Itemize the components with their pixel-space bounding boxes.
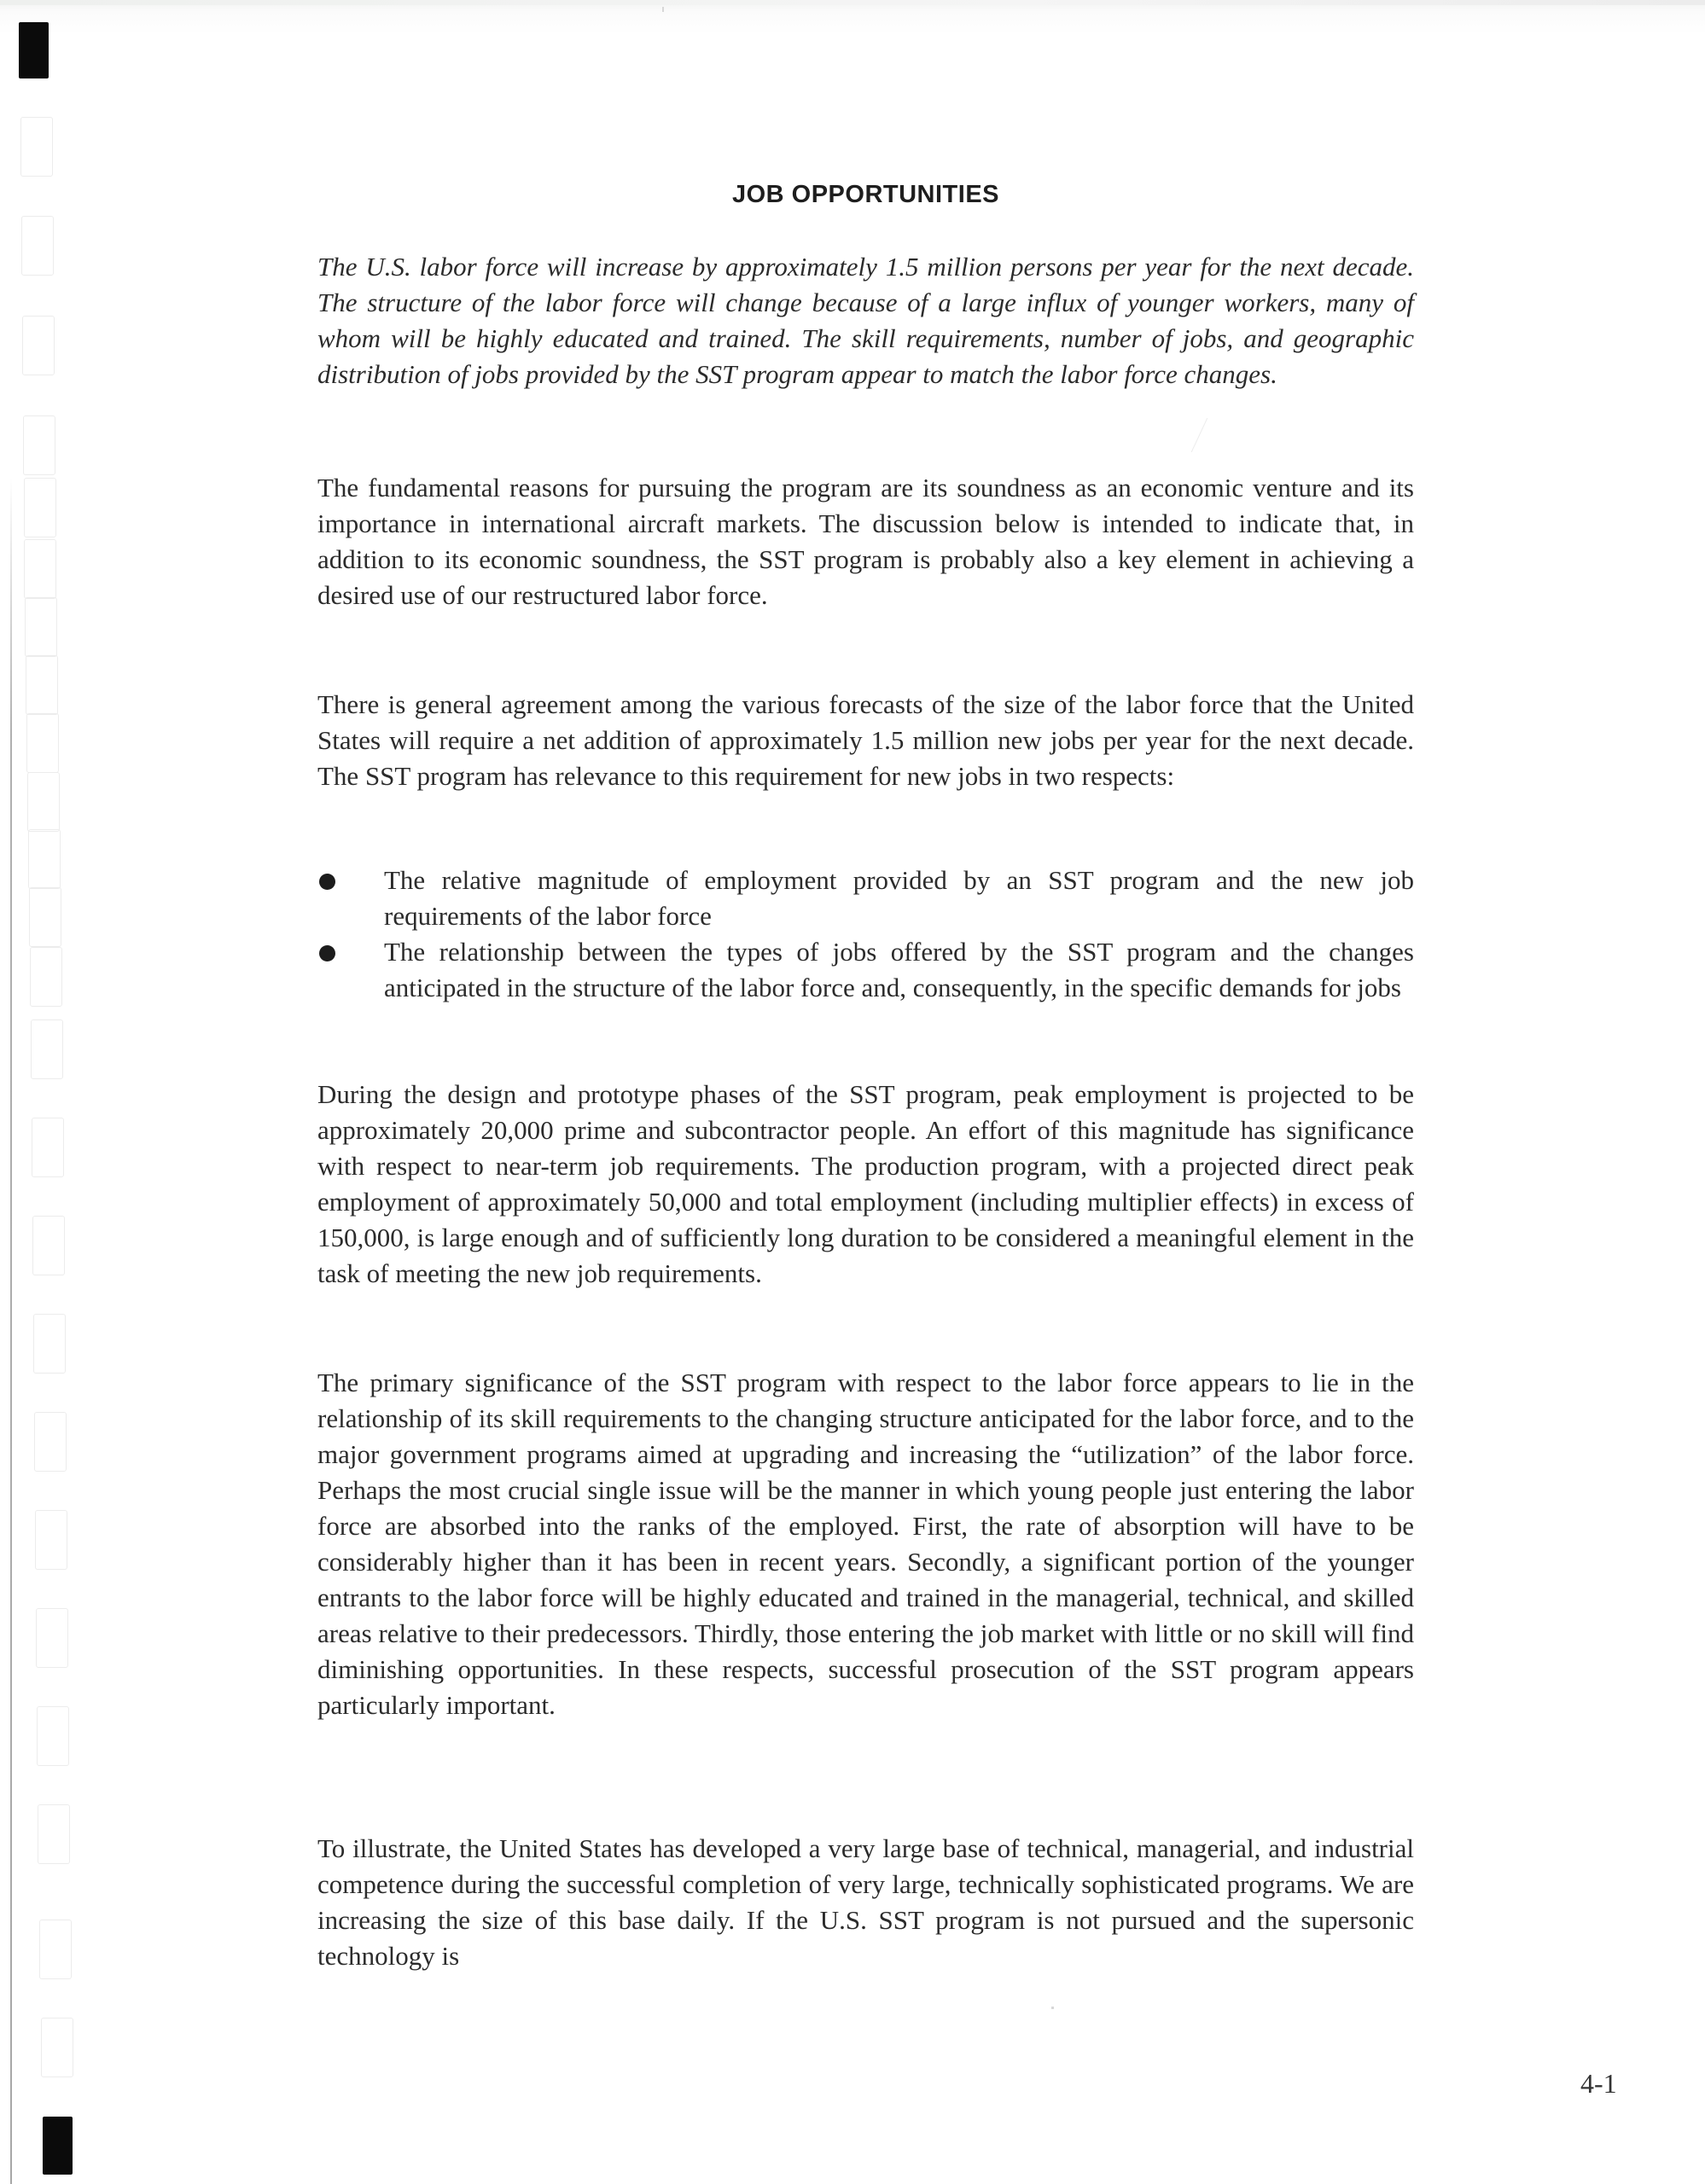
margin-guide-box <box>25 597 57 657</box>
body-paragraph: There is general agreement among the various forecasts of the size of the labor force that the United States will require a net addition of approximately 1.5 million new jobs per year for the next decade. The SST program has relevance to this requirement for new jobs in two respects: <box>317 689 1414 791</box>
margin-guide-box <box>41 2018 73 2077</box>
margin-guide-box <box>24 478 56 537</box>
margin-guide-box <box>29 887 61 947</box>
bullet-text: The relative magnitude of employment provided by an SST program and the new job requirements of the labor force <box>384 865 1414 931</box>
margin-guide-box <box>39 1920 72 1979</box>
margin-guide-box <box>21 216 54 276</box>
margin-guide-box <box>26 713 59 773</box>
margin-guide-box <box>36 1608 68 1668</box>
bullet-text: The relationship between the types of jobs offered by the SST program and the changes anticipated in the structure of the labor force and, consequently, in the specific demands for jobs <box>384 937 1414 1002</box>
margin-guide-box <box>34 1412 67 1472</box>
bullet-list <box>317 863 1414 1006</box>
scan-speck <box>662 7 664 12</box>
body-paragraph: The primary significance of the SST program with respect to the labor force appears to lie in the relationship of its skill requirements to the changing structure anticipated for the labor force, and to the major government programs aimed at upgrading and increasing the “utilization” of the labor force. Perhaps the most crucial single issue will be the manner in which young people just entering the labor force are absorbed into the ranks of the employed. First, the rate of absorption will have to be considerably higher than it has been in recent years. Secondly, a significant portion of the younger entrants to the labor force will be highly educated and trained in the managerial, technical, and skilled areas relative to their predecessors. Thirdly, those entering the job market with little or no skill will find diminishing opportunities. In these respects, successful prosecution of the SST program appears particularly important. <box>317 1368 1414 1720</box>
bullet-list-item <box>317 934 1414 1006</box>
margin-guide-box <box>32 1118 64 1177</box>
margin-guide-box <box>33 1314 66 1374</box>
scan-speck <box>1051 2007 1054 2009</box>
page-number: 4-1 <box>1580 2068 1617 2099</box>
bullet-list-item <box>317 863 1414 934</box>
body-paragraph: To illustrate, the United States has developed a very large base of technical, managerial, and industrial competence during the successful completion of very large, technically sophisticated programs. We are increasing the size of this base daily. If the U.S. SST program is not pursued and the supersonic technology is <box>317 1833 1414 1971</box>
margin-guide-box <box>24 539 56 599</box>
margin-guide-box <box>32 1216 65 1275</box>
bullet-dot-icon <box>319 945 335 961</box>
margin-guide-box <box>20 117 53 177</box>
registration-mark-bottom <box>43 2117 73 2175</box>
margin-guide-box <box>38 1804 70 1864</box>
scan-top-edge <box>0 0 1705 5</box>
margin-guide-box <box>23 415 55 475</box>
bullet-dot-icon <box>319 874 335 890</box>
margin-guide-box <box>27 772 60 832</box>
margin-guide-box <box>30 947 62 1007</box>
summary-paragraph: The U.S. labor force will increase by approximately 1.5 million persons per year for the next decade. The structure of the labor force will change because of a large influx of younger workers, many of whom will be highly educated and trained. The skill requirements, number of jobs, and geographic distribution of jobs provided by the SST program appear to match the labor force changes. <box>317 252 1414 389</box>
registration-mark-top <box>19 22 49 78</box>
page-title: JOB OPPORTUNITIES <box>731 181 1000 208</box>
margin-guide-box <box>28 829 61 889</box>
margin-guide-box <box>31 1019 63 1079</box>
margin-guide-box <box>26 655 58 715</box>
margin-guide-box <box>35 1510 67 1570</box>
scan-left-edge-line <box>10 478 12 2184</box>
margin-guide-box <box>22 316 55 375</box>
body-paragraph: The fundamental reasons for pursuing the program are its soundness as an economic venture and its importance in international aircraft markets. The discussion below is intended to indicate that, in addition to its economic soundness, the SST program is probably also a key element in achieving a desired use of our restructured labor force. <box>317 473 1414 610</box>
body-paragraph: During the design and prototype phases of the SST program, peak employment is projected to be approximately 20,000 prime and subcontractor people. An effort of this magnitude has significance with respect to near-term job requirements. The production program, with a projected direct peak employment of approximately 50,000 and total employment (including multiplier effects) in excess of 150,000, is large enough and of sufficiently long duration to be considered a meaningful element in the task of meeting the new job requirements. <box>317 1079 1414 1288</box>
margin-guide-box <box>37 1706 69 1766</box>
